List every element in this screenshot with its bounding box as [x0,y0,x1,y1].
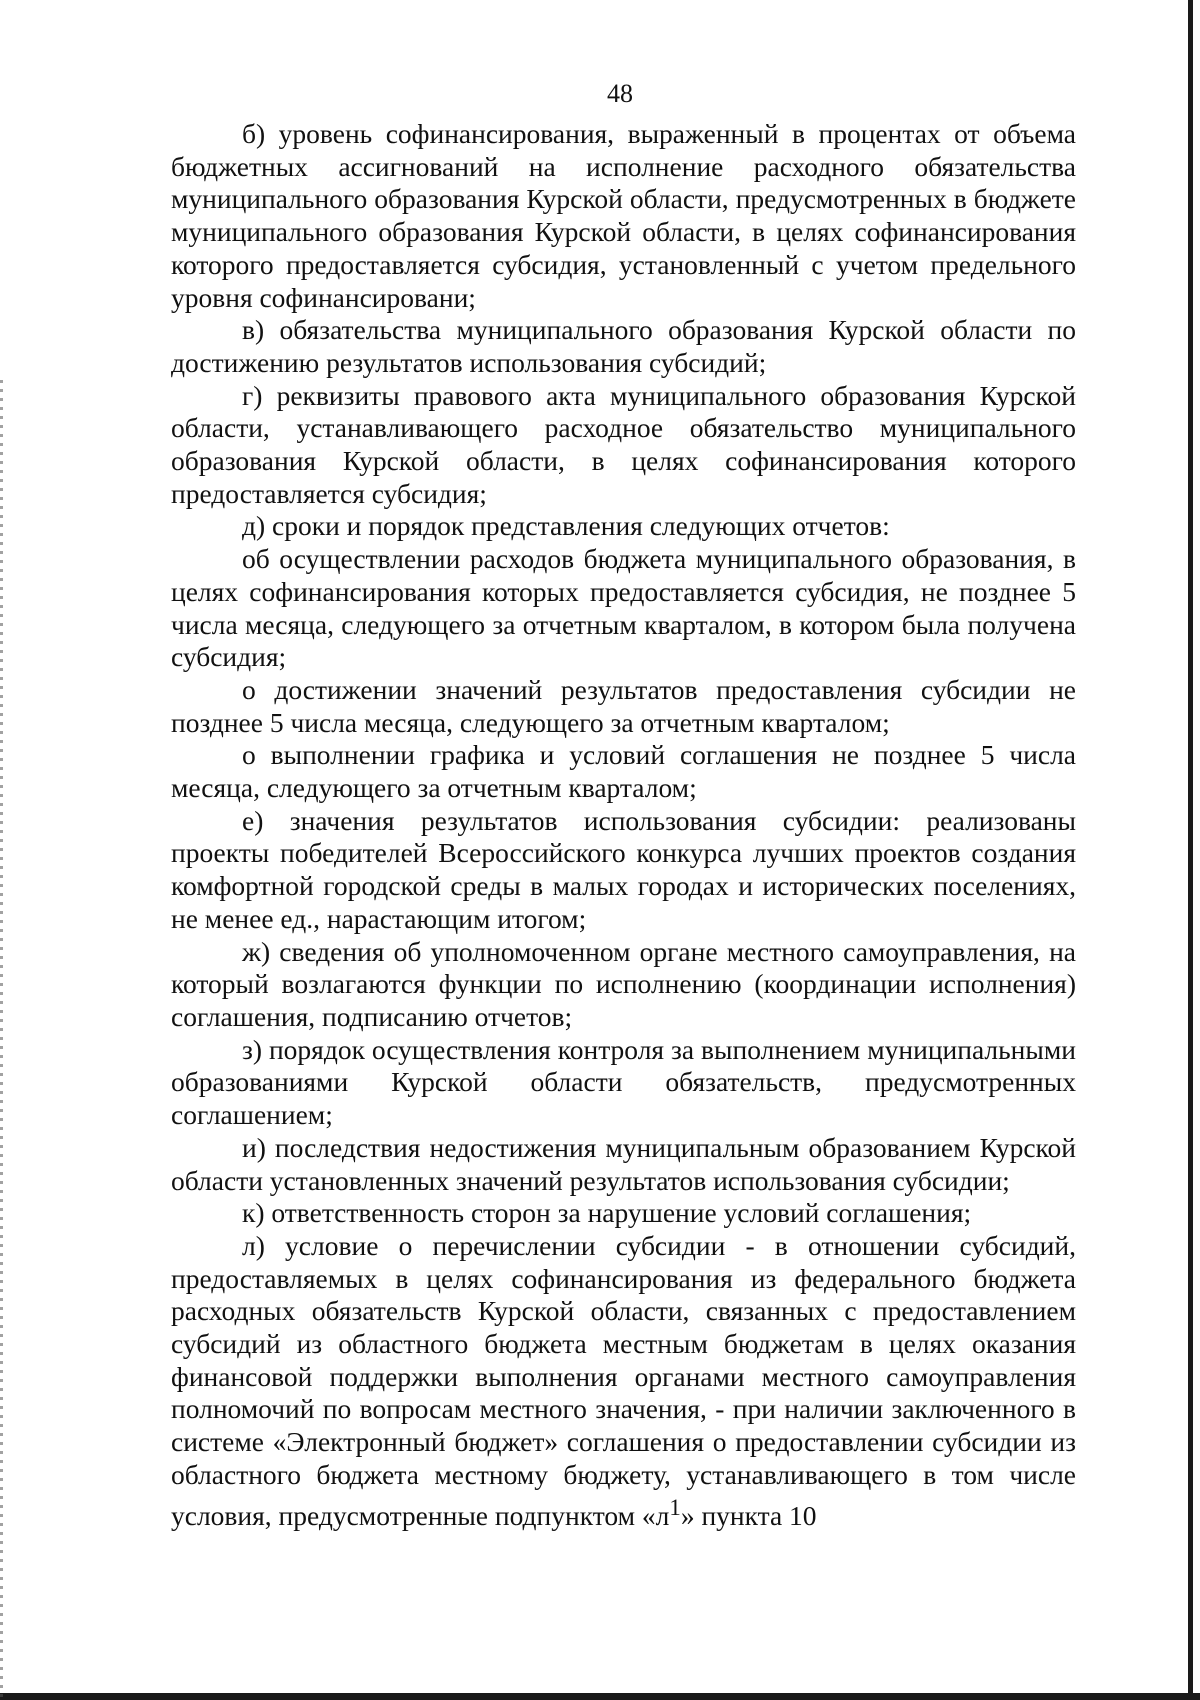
paragraph-zh: ж) сведения об уполномоченном органе местного самоуправления, на который возлагаются функции по исполнению (координации исполнения) соглашения, подписанию отчетов; [171,935,1076,1032]
paragraph-i: и) последствия недостижения муниципальным образованием Курской области установленных значений результатов использования субсидии; [171,1131,1076,1196]
paragraph-v: в) обязательства муниципального образования Курской области по достижению результатов использования субсидий; [171,314,1076,378]
document-body [171,118,1076,1532]
paragraph-report-expenses: об осуществлении расходов бюджета муниципального образования, в целях софинансирования которых предоставляется субсидия, не позднее 5 числа месяца, следующего за отчетным кварталом, в котором была получена субсидия; [171,543,1076,673]
paragraph-l [171,1230,1076,1532]
paragraph-z: з) порядок осуществления контроля за выполнением муниципальными образованиями Курской области обязательств, предусмотренных соглашением; [171,1033,1076,1131]
paragraph-e: е) значения результатов использования субсидии: реализованы проекты победителей Всероссийского конкурса лучших проектов создания комфортной городской среды в малых городах и исторических поселениях, не менее ед., нарастающим итогом; [171,804,1076,934]
paragraph-l-text: л) условие о перечислении субсидии - в отношении субсидий, предоставляемых в целях софинансирования из федерального бюджета расходных обязательств Курской области, связанных с предоставлением субсидий из областного бюджета местным бюджетам в целях оказания финансовой поддержки выполнения органами местного самоуправления полномочий по вопросам местного значения, - при наличии заключенного в системе «Электронный бюджет» соглашения о предоставлении субсидии из областного бюджета местному бюджету, устанавливающего в том числе условия, предусмотренные подпунктом «л [171,1229,1076,1531]
superscript-mark: 1 [669,1494,681,1520]
paragraph-b: б) уровень софинансирования, выраженный в процентах от объема бюджетных ассигнований на исполнение расходного обязательства муниципального образования Курской области, предусмотренных в бюджете муниципального образования Курской области, в целях софинансирования которого предоставляется субсидия, установленный с учетом предельного уровня софинансировани; [171,118,1076,313]
scan-bottom-edge [0,1693,1200,1700]
scan-right-edge [1188,0,1193,1700]
paragraph-l-tail: » пункта 10 [680,1499,817,1531]
paragraph-report-schedule: о выполнении графика и условий соглашения не позднее 5 числа месяца, следующего за отчетным кварталом; [171,739,1076,804]
page-number: 48 [607,79,633,108]
paragraph-report-results: о достижении значений результатов предоставления субсидии не позднее 5 числа месяца, следующего за отчетным кварталом; [171,673,1076,738]
scan-left-edge [0,380,3,1700]
paragraph-g: г) реквизиты правового акта муниципального образования Курской области, устанавливающего расходное обязательство муниципального образования Курской области, в целях софинансирования которого предоставляется субсидия; [171,379,1076,509]
paragraph-k: к) ответственность сторон за нарушение условий соглашения; [242,1197,972,1229]
paragraph-d: д) сроки и порядок представления следующих отчетов: [242,510,890,542]
